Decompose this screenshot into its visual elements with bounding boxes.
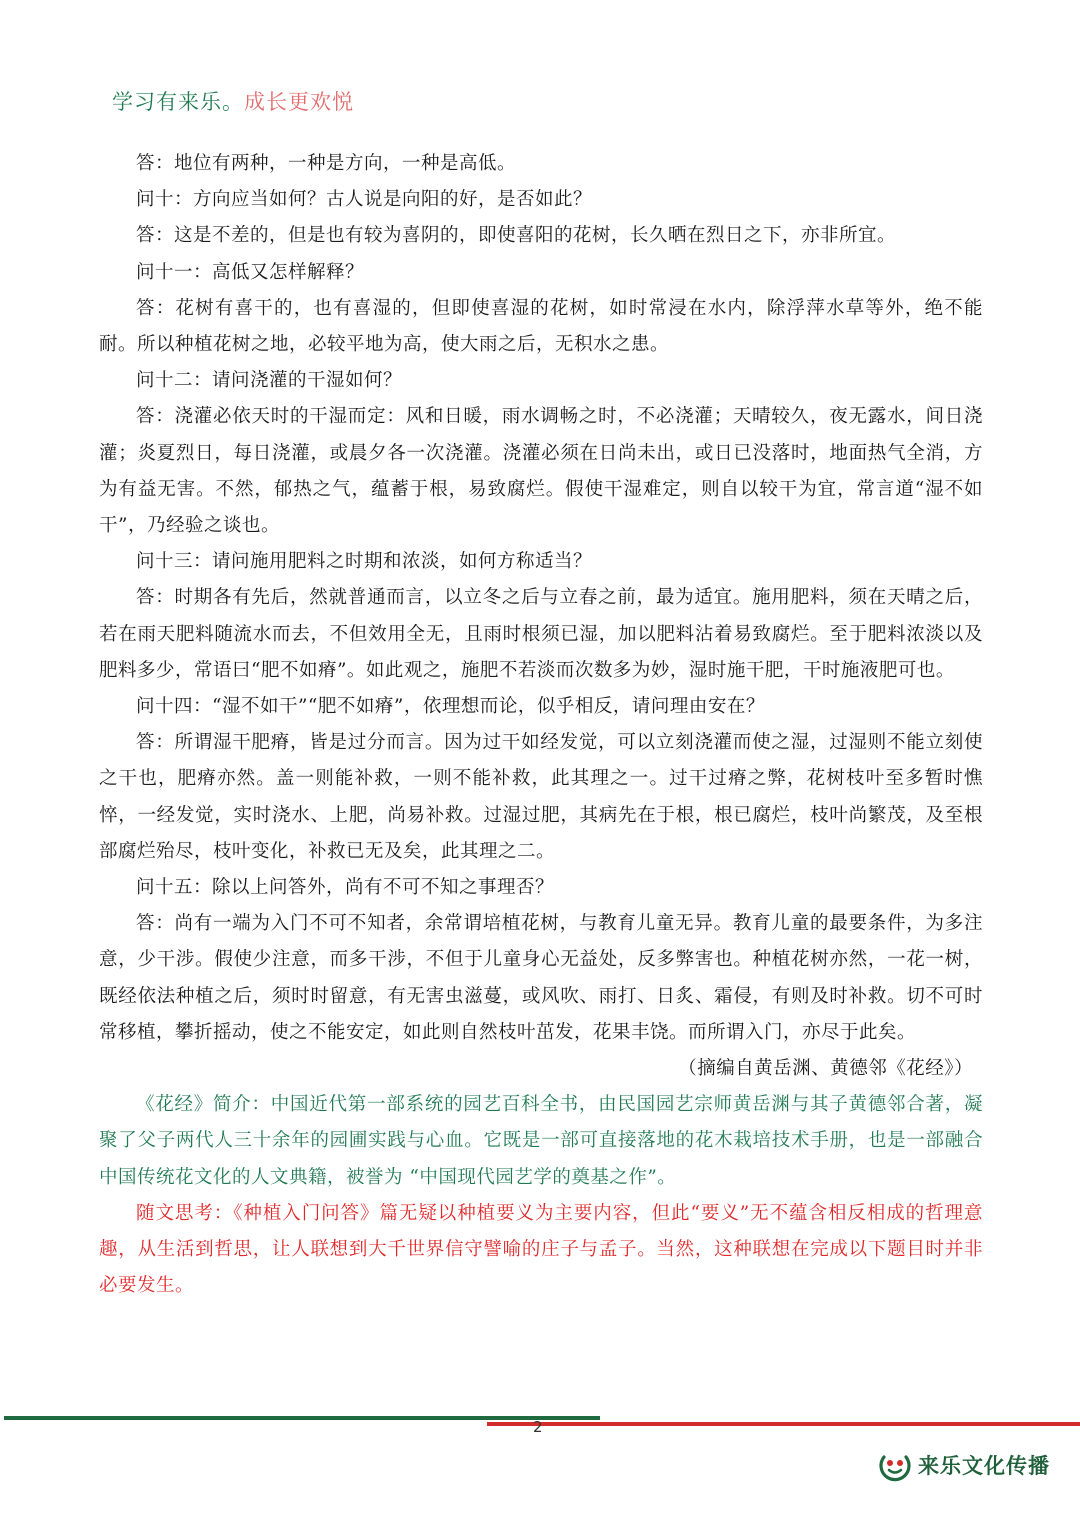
page-number: 2 [533,1418,543,1436]
brand-logo [878,1448,1050,1482]
brand-name: 来乐文化传播 [918,1454,1050,1478]
book-intro: 《花经》简介：中国近代第一部系统的园艺百科全书，由民国园艺宗师黄岳渊与其子黄德邻合著，凝聚了父子两代人三十余年的园圃实践与心血。它既是一部可直接落地的花木栽培技术手册，也是一部融合中国传统花文化的人文典籍，被誉为 “中国现代园艺学的奠基之作”。 [99,1094,983,1188]
paragraph: 答：花树有喜干的，也有喜湿的，但即使喜湿的花树，如时常浸在水内，除浮萍水草等外，绝不能耐。所以种植花树之地，必较平地为高，使大雨之后，无积水之患。 [99,297,983,356]
paragraph: 问十四：“湿不如干”“肥不如瘠”，依理想而论，似乎相反，请问理由安在？ [136,696,765,718]
footer-bar-red [487,1422,1080,1426]
paragraph: 问十二：请问浇灌的干湿如何？ [136,370,403,392]
smile-logo-icon [878,1448,912,1482]
paragraph: 问十：方向应当如何？古人说是向阳的好，是否如此？ [136,189,593,211]
paragraph: 答：浇灌必依天时的干湿而定：风和日暖，雨水调畅之时，不必浇灌；天晴较久，夜无露水，间日浇灌；炎夏烈日，每日浇灌，或晨夕各一次浇灌。浇灌必须在日尚未出，或日已没落时，地面热气全消，方为有益无害。不然，郁热之气，蕴蓄于根，易致腐烂。假使干湿难定，则自以较干为宜，常言道“湿不如干”，乃经验之谈也。 [99,406,983,537]
paragraph: 答：地位有两种，一种是方向，一种是高低。 [136,153,517,174]
paragraph: 答：时期各有先后，然就普通而言，以立冬之后与立春之前，最为适宜。施用肥料，须在天晴之后，若在雨天肥料随流水而去，不但效用全无，且雨时根须已湿，加以肥料沾着易致腐烂。至于肥料浓淡以及肥料多少，常语曰“肥不如瘠”。如此观之，施肥不若淡而次数多为妙，湿时施干肥，干时施液肥可也。 [99,587,983,681]
article-body [99,146,983,1305]
paragraph: 问十五：除以上问答外，尚有不可不知之事理否？ [136,877,555,899]
reading-reflection: 随文思考：《种植入门问答》篇无疑以种植要义为主要内容，但此“要义”无不蕴含相反相成的哲理意趣，从生活到哲思，让人联想到大千世界信守譬喻的庄子与孟子。当然，这种联想在完成以下题目时并非必要发生。 [99,1202,983,1297]
paragraph: 答：尚有一端为入门不可不知者，余常谓培植花树，与教育儿童无异。教育儿童的最要条件，为多注意，少干涉。假使少注意，而多干涉，不但于儿童身心无益处，反多弊害也。种植花树亦然，一花一树，既经依法种植之后，须时时留意，有无害虫滋蔓，或风吹、雨打、日炙、霜侵，有则及时补救。切不可时常移植，攀折摇动，使之不能安定，如此则自然枝叶茁发，花果丰饶。而所谓入门，亦尽于此矣。 [99,913,983,1043]
paragraph: 问十一：高低又怎样解释？ [136,261,365,283]
header-slogan [112,86,354,116]
paragraph: 答：这是不差的，但是也有较为喜阴的，即使喜阳的花树，长久晒在烈日之下，亦非所宜。 [136,225,897,247]
slogan-part2: 成长更欢悦 [244,90,354,114]
slogan-part1: 学习有来乐。 [112,90,244,114]
paragraph: 问十三：请问施用肥料之时期和浓淡，如何方称适当？ [136,551,593,573]
paragraph: 答：所谓湿干肥瘠，皆是过分而言。因为过干如经发觉，可以立刻浇灌而使之湿，过湿则不能立刻使之干也，肥瘠亦然。盖一则能补救，一则不能补救，此其理之一。过干过瘠之弊，花树枝叶至多暂时憔悴，一经发觉，实时浇水、上肥，尚易补救。过湿过肥，其病先在于根，根已腐烂，枝叶尚繁茂，及至根部腐烂殆尽，枝叶变化，补救已无及矣，此其理之二。 [99,732,983,862]
footer-bar-green [4,1416,600,1420]
source-citation: （摘编自黄岳渊、黄德邻《花经》） [678,1058,973,1080]
